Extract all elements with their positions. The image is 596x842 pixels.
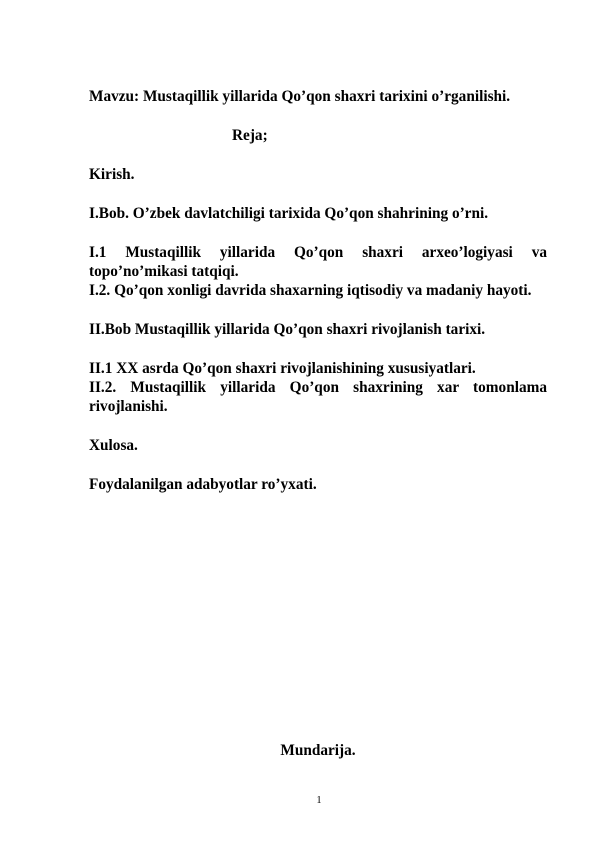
section-1-1: I.1 Mustaqillik yillarida Qo’qon shaxri arxeo’logiyasi va topo’no’mikasi tatqiqi. <box>89 244 547 280</box>
chapter-1-title: I.Bob. O’zbek davlatchiligi tarixida Qo’qon shahrining o’rni. <box>89 205 489 222</box>
section-2-1: II.1 XX asrda Qo’qon shaxri rivojlanishining xususiyatlari. <box>89 360 476 377</box>
contents-heading: Mundarija. <box>280 742 356 759</box>
introduction-item: Kirish. <box>89 166 135 183</box>
section-1-2: I.2. Qo’qon xonligi davrida shaxarning iqtisodiy va madaniy hayoti. <box>89 282 532 299</box>
document-body <box>89 87 547 494</box>
references-item: Foydalanilgan adabyotlar ro’yxati. <box>89 476 317 493</box>
topic-line: Mavzu: Mustaqillik yillarida Qo’qon shaxri tarixini o’rganilishi. <box>89 88 511 105</box>
page-number: 1 <box>316 795 322 806</box>
chapter-2-title: II.Bob Mustaqillik yillarida Qo’qon shaxri rivojlanish tarixi. <box>89 321 486 338</box>
plan-heading: Reja; <box>232 127 268 144</box>
section-2-2: II.2. Mustaqillik yillarida Qo’qon shaxrining xar tomonlama rivojlanishi. <box>89 379 547 415</box>
conclusion-item: Xulosa. <box>89 437 138 454</box>
